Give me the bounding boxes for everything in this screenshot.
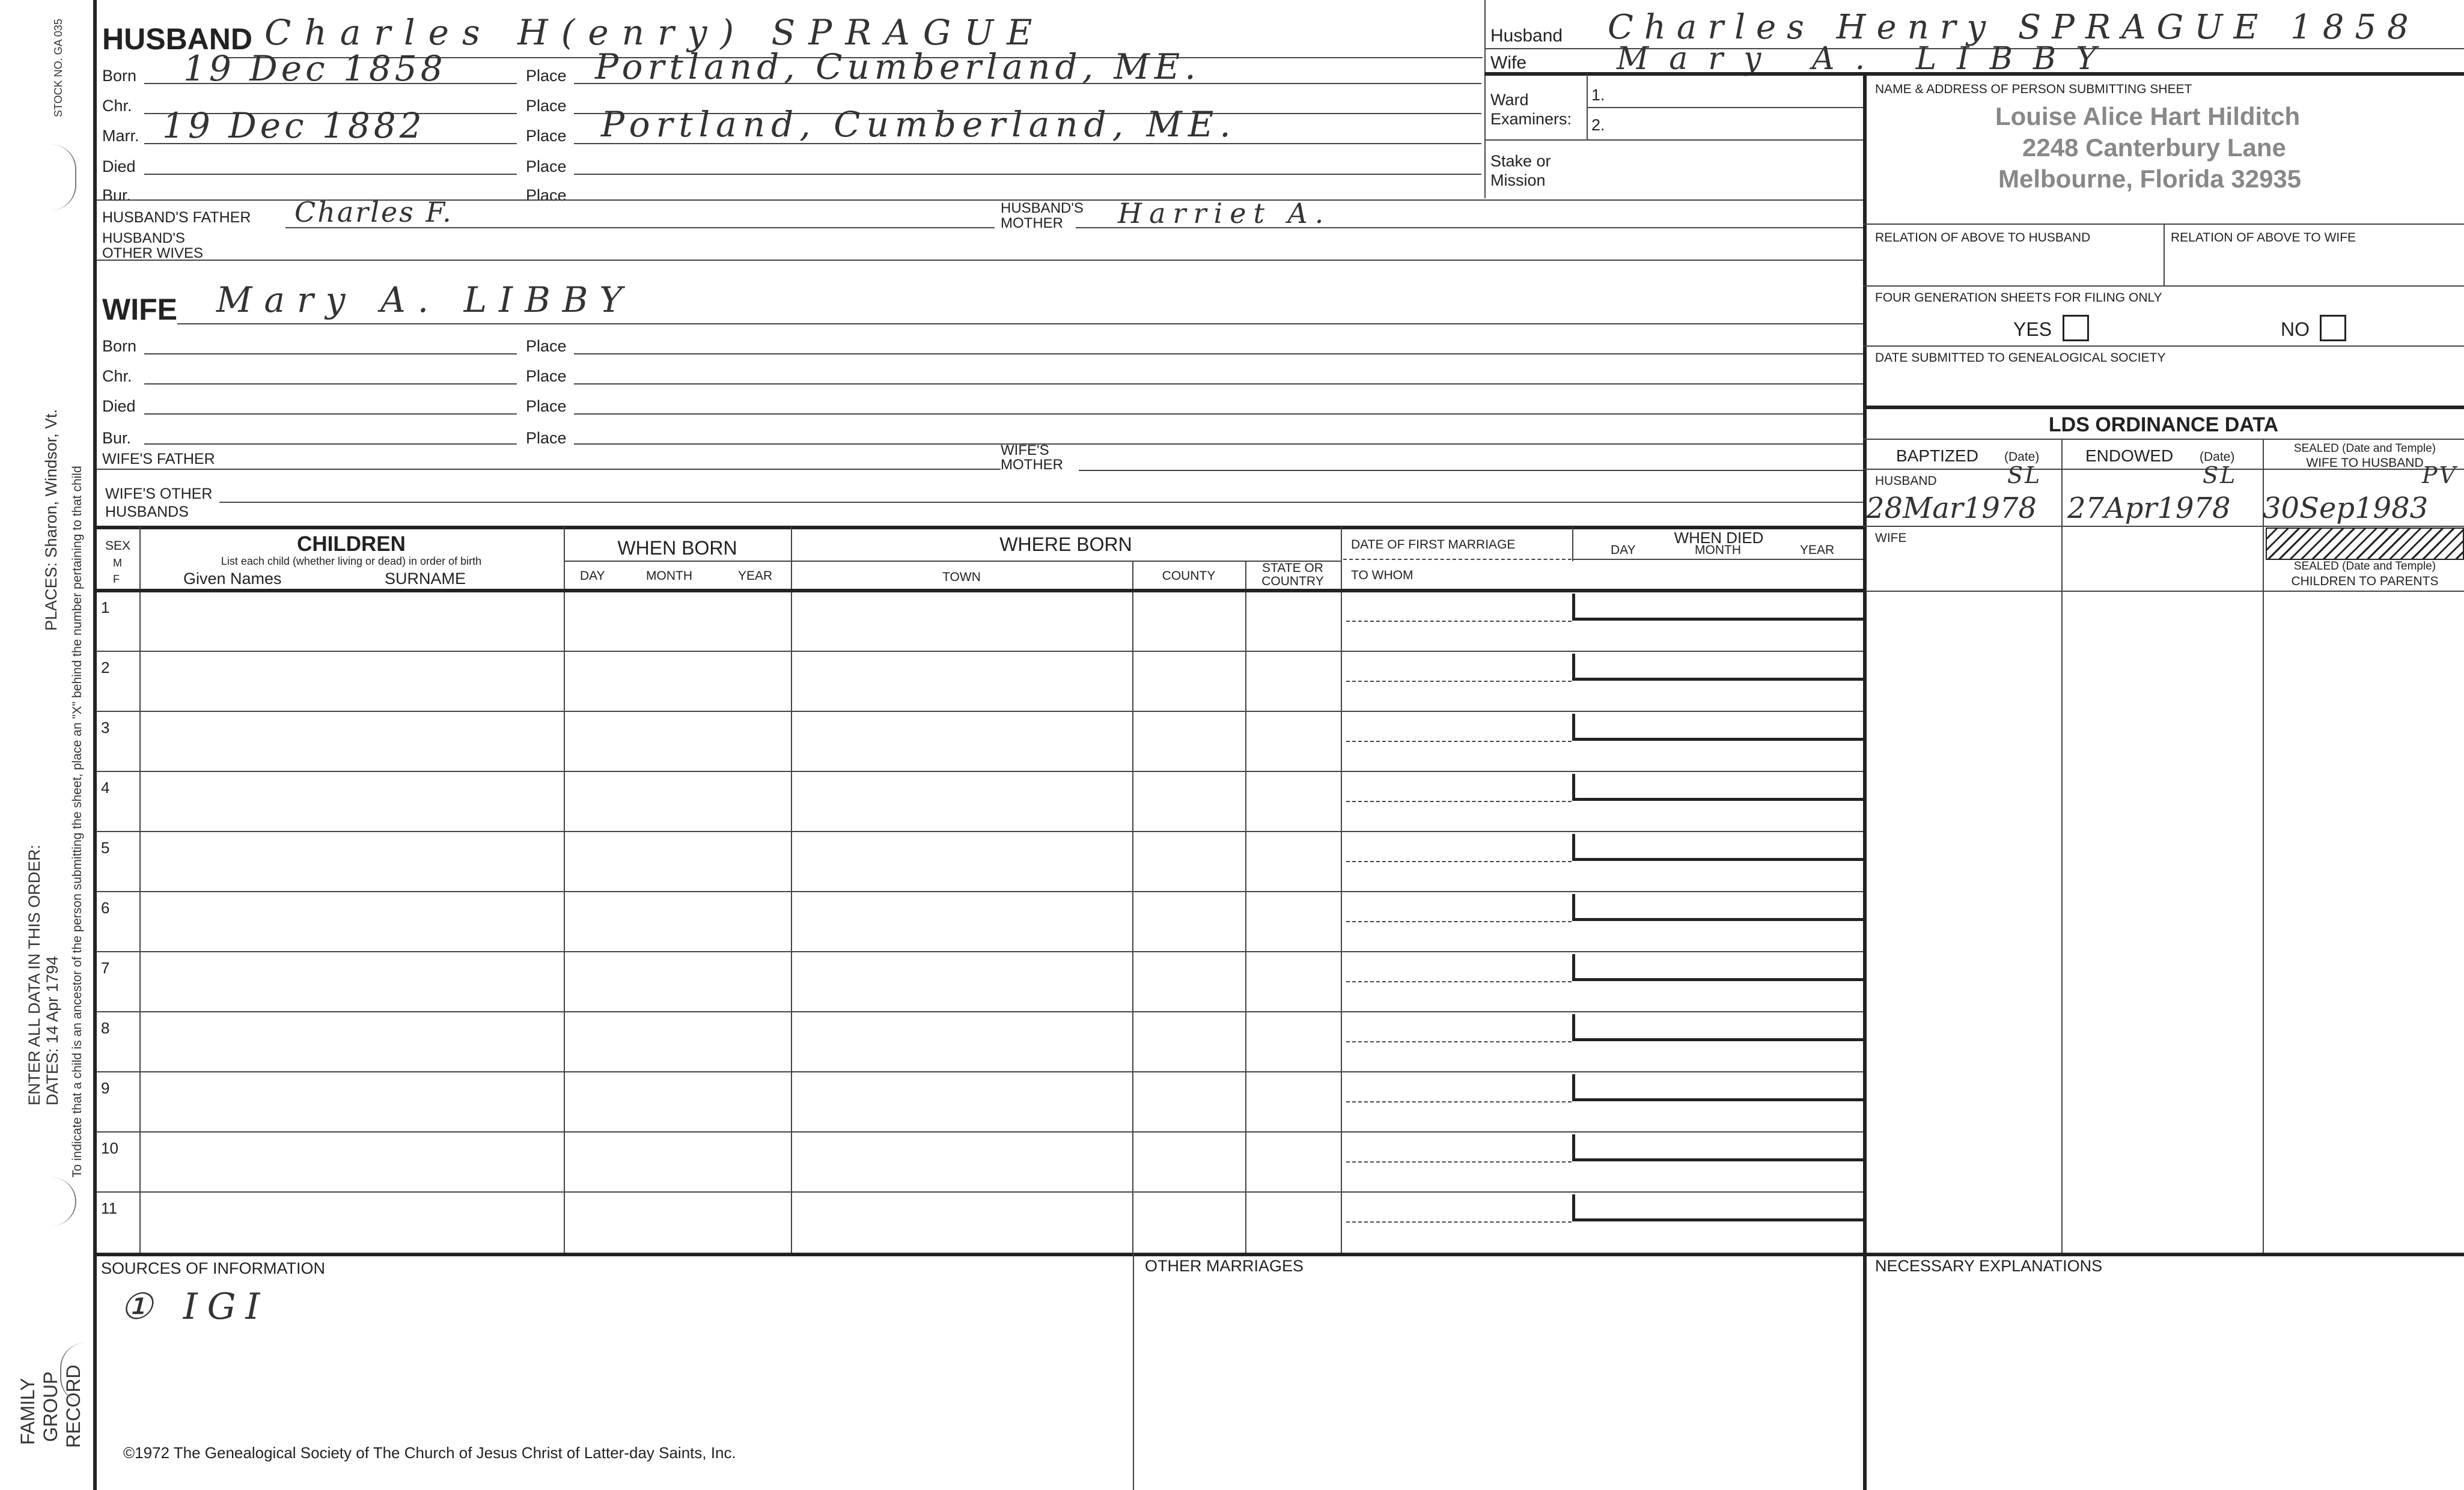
child-row-number: 5 xyxy=(101,839,110,857)
child-row-separator xyxy=(96,951,1863,952)
child-when-died-field[interactable] xyxy=(1572,714,1866,741)
child-row-separator xyxy=(96,651,1863,652)
husband-died-label: Died xyxy=(102,157,136,175)
child-to-whom-dash xyxy=(1346,1041,1572,1042)
husband-born-label: Born xyxy=(102,67,137,85)
children-header-bottom xyxy=(93,589,1866,592)
child-row-number: 6 xyxy=(101,899,110,917)
child-row-number: 1 xyxy=(101,598,110,616)
lds-endowed-date-label: (Date) xyxy=(2200,450,2235,464)
yes-label: YES xyxy=(2013,318,2052,340)
form-title-group: GROUP xyxy=(40,1371,61,1442)
wife-bur-place-label: Place xyxy=(526,429,567,447)
husband-bur-label: Bur. xyxy=(102,186,132,204)
when-born-month-label: MONTH xyxy=(646,569,692,583)
stock-number: STOCK NO. GA 035 xyxy=(52,19,64,117)
husband-father-label: HUSBAND'S FATHER xyxy=(102,209,251,226)
child-row-number: 8 xyxy=(101,1019,110,1037)
lds-endowed-date: 27Apr1978 xyxy=(2067,491,2231,525)
wife-heading: WIFE xyxy=(102,293,177,326)
when-died-year-label: YEAR xyxy=(1800,543,1835,557)
child-row-separator xyxy=(96,1071,1863,1072)
husband-marr-label: Marr. xyxy=(102,127,139,145)
child-row-number: 11 xyxy=(101,1199,117,1217)
left-border xyxy=(93,0,97,1490)
lds-wife-sealed-hatch xyxy=(2266,528,2464,560)
child-when-died-field[interactable] xyxy=(1572,654,1866,681)
when-died-month-label: MONTH xyxy=(1695,543,1741,557)
lds-baptized-temple: SL xyxy=(2007,462,2042,488)
child-when-died-field[interactable] xyxy=(1572,954,1866,981)
child-row-number: 3 xyxy=(101,719,110,737)
form-title-record: RECORD xyxy=(63,1364,84,1448)
examiner-2: 2. xyxy=(1591,116,1605,134)
first-marriage-label: DATE OF FIRST MARRIAGE xyxy=(1351,538,1516,552)
child-to-whom-dash xyxy=(1346,681,1572,682)
child-row-separator xyxy=(96,711,1863,712)
husband-mother-label-2: MOTHER xyxy=(1001,215,1063,231)
child-row-separator xyxy=(96,1191,1863,1193)
child-when-died-field[interactable] xyxy=(1572,1014,1866,1041)
husband-born-date: 19 Dec 1858 xyxy=(183,48,447,89)
no-checkbox[interactable] xyxy=(2320,315,2346,341)
header-wife-name: Mary A. LIBBY xyxy=(1617,41,2117,77)
where-born-town-label: TOWN xyxy=(942,570,981,584)
dates-note: DATES: 14 Apr 1794 xyxy=(43,956,61,1105)
where-born-label: WHERE BORN xyxy=(999,534,1132,555)
header-wife-label: Wife xyxy=(1490,53,1526,73)
to-whom-label: TO WHOM xyxy=(1351,568,1413,582)
child-row-separator xyxy=(96,831,1863,832)
mission-label: Mission xyxy=(1490,171,1546,189)
husband-bur-place-label: Place xyxy=(526,186,567,204)
child-row-separator xyxy=(96,1131,1863,1133)
yes-checkbox[interactable] xyxy=(2063,315,2089,341)
no-label: NO xyxy=(2281,318,2310,340)
date-submitted-label: DATE SUBMITTED TO GENEALOGICAL SOCIETY xyxy=(1875,351,2166,365)
other-marriages-label: OTHER MARRIAGES xyxy=(1145,1257,1304,1275)
child-row-separator xyxy=(96,891,1863,892)
child-to-whom-dash xyxy=(1346,1221,1572,1223)
submitter-name: Louise Alice Hart Hilditch xyxy=(1995,102,2301,130)
copyright-notice: ©1972 The Genealogical Society of The Church of Jesus Christ of Latter-day Saints, Inc. xyxy=(123,1444,736,1462)
child-to-whom-dash xyxy=(1346,801,1572,802)
husband-born-place: Portland, Cumberland, ME. xyxy=(595,46,1201,87)
lds-husband-label: HUSBAND xyxy=(1875,474,1937,488)
child-to-whom-dash xyxy=(1346,921,1572,922)
wife-other-husbands-label-1: WIFE'S OTHER xyxy=(105,485,213,502)
husband-marr-date: 19 Dec 1882 xyxy=(162,105,425,146)
wife-mother-label-1: WIFE'S xyxy=(1001,442,1049,458)
child-row-number: 7 xyxy=(101,959,110,977)
wife-name: Mary A. LIBBY xyxy=(216,279,635,320)
child-to-whom-dash xyxy=(1346,1161,1572,1163)
child-when-died-field[interactable] xyxy=(1572,774,1866,801)
husband-block-divider xyxy=(1484,0,1486,198)
punch-hole-arc xyxy=(51,1178,76,1226)
submitter-city: Melbourne, Florida 32935 xyxy=(1998,165,2302,193)
husband-mother-label-1: HUSBAND'S xyxy=(1001,200,1084,216)
sources-label: SOURCES OF INFORMATION xyxy=(101,1259,326,1277)
header-husband-name: Charles Henry SPRAGUE 1858 xyxy=(1608,8,2420,47)
when-born-label: WHEN BORN xyxy=(617,537,737,559)
children-surname-label: SURNAME xyxy=(385,570,466,588)
relation-husband-label: RELATION OF ABOVE TO HUSBAND xyxy=(1875,231,2091,245)
relation-wife-label: RELATION OF ABOVE TO WIFE xyxy=(2171,231,2356,245)
lds-endowed-label: ENDOWED xyxy=(2085,446,2174,465)
places-note: PLACES: Sharon, Windsor, Vt. xyxy=(42,409,60,631)
child-when-died-field[interactable] xyxy=(1572,834,1866,861)
husband-name: Charles H(enry) SPRAGUE xyxy=(264,12,1046,53)
children-instruction: List each child (whether living or dead) in order of birth xyxy=(221,555,482,567)
wife-chr-label: Chr. xyxy=(102,367,132,385)
wife-born-label: Born xyxy=(102,337,137,355)
lds-baptized-date-label: (Date) xyxy=(2004,450,2040,464)
lds-baptized-date: 28Mar1978 xyxy=(1866,491,2037,525)
child-row-separator xyxy=(96,771,1863,772)
children-title: CHILDREN xyxy=(297,532,406,556)
sources-value: ① IGI xyxy=(120,1286,270,1328)
husband-heading: HUSBAND xyxy=(102,22,252,56)
wife-bur-label: Bur. xyxy=(102,429,132,447)
ward-label: Ward xyxy=(1490,91,1529,109)
when-died-label: WHEN DIED xyxy=(1674,529,1764,547)
wife-born-place-label: Place xyxy=(526,337,567,355)
where-born-state-label: STATE OR xyxy=(1262,561,1323,575)
when-born-year-label: YEAR xyxy=(738,569,773,583)
child-when-died-field[interactable] xyxy=(1572,1074,1866,1101)
lds-sealed-wife-husband-label: WIFE TO HUSBAND xyxy=(2306,456,2424,470)
header-husband-label: Husband xyxy=(1490,26,1563,46)
child-when-died-field[interactable] xyxy=(1572,1194,1866,1221)
punch-hole-arc xyxy=(51,144,76,210)
child-row-number: 4 xyxy=(101,779,110,797)
child-to-whom-dash xyxy=(1346,741,1572,742)
enter-data-note: ENTER ALL DATA IN THIS ORDER: xyxy=(25,844,43,1105)
lds-children-sealed-label: SEALED (Date and Temple) xyxy=(2293,560,2436,573)
child-to-whom-dash xyxy=(1346,861,1572,862)
child-row-number: 2 xyxy=(101,658,110,677)
husband-marr-place-label: Place xyxy=(526,127,567,145)
stake-label: Stake or xyxy=(1490,152,1551,170)
lds-children-to-parents-label: CHILDREN TO PARENTS xyxy=(2291,574,2439,588)
lds-sealed-label: SEALED (Date and Temple) xyxy=(2293,442,2436,455)
child-when-died-field[interactable] xyxy=(1572,894,1866,921)
ancestor-instruction: To indicate that a child is an ancestor of the person submitting the sheet, place an "X" behind the number pertaining to that child xyxy=(70,466,84,1178)
husband-died-place-label: Place xyxy=(526,157,567,175)
wife-died-place-label: Place xyxy=(526,397,567,415)
form-title-family: FAMILY xyxy=(17,1378,38,1445)
husband-other-wives-label-1: HUSBAND'S xyxy=(102,230,185,246)
children-sex-m: M xyxy=(113,557,122,569)
where-born-country-label: COUNTRY xyxy=(1261,574,1324,588)
where-born-county-label: COUNTY xyxy=(1162,569,1216,583)
lds-sealed-date: 30Sep1983 xyxy=(2263,491,2429,525)
child-when-died-field[interactable] xyxy=(1572,1134,1866,1161)
lds-wife-label: WIFE xyxy=(1875,531,1907,545)
child-when-died-field[interactable] xyxy=(1572,594,1866,621)
when-born-day-label: DAY xyxy=(580,569,605,583)
submitter-label: NAME & ADDRESS OF PERSON SUBMITTING SHEET xyxy=(1875,82,2192,96)
child-row-separator xyxy=(96,1011,1863,1012)
children-given-names-label: Given Names xyxy=(183,570,282,588)
child-to-whom-dash xyxy=(1346,621,1572,622)
child-row-number: 9 xyxy=(101,1079,110,1097)
necessary-explanations-label: NECESSARY EXPLANATIONS xyxy=(1875,1257,2103,1275)
wife-died-label: Died xyxy=(102,397,136,415)
lds-endowed-temple: SL xyxy=(2203,462,2237,488)
child-row-number: 10 xyxy=(101,1139,118,1157)
lds-sealed-temple: PV xyxy=(2422,462,2458,488)
children-sex-label: SEX xyxy=(105,539,131,553)
husband-marr-place: Portland, Cumberland, ME. xyxy=(601,104,1237,145)
husband-chr-place-label: Place xyxy=(526,97,567,115)
children-sex-f: F xyxy=(113,573,120,585)
husband-chr-label: Chr. xyxy=(102,97,132,115)
examiners-label: Examiners: xyxy=(1490,110,1572,128)
husband-other-wives-label-2: OTHER WIVES xyxy=(102,245,204,261)
wife-chr-place-label: Place xyxy=(526,367,567,385)
submitter-street: 2248 Canterbury Lane xyxy=(2022,133,2286,162)
examiner-1: 1. xyxy=(1591,86,1605,104)
child-to-whom-dash xyxy=(1346,981,1572,982)
wife-father-label: WIFE'S FATHER xyxy=(102,451,215,467)
husband-father: Charles F. xyxy=(294,196,453,228)
wife-other-husbands-label-2: HUSBANDS xyxy=(105,503,189,520)
husband-mother: Harriet A. xyxy=(1118,197,1331,230)
when-died-day-label: DAY xyxy=(1611,543,1636,557)
husband-born-place-label: Place xyxy=(526,67,567,85)
child-to-whom-dash xyxy=(1346,1101,1572,1102)
lds-baptized-label: BAPTIZED xyxy=(1896,446,1978,465)
lds-title: LDS ORDINANCE DATA xyxy=(2048,413,2279,436)
wife-mother-label-2: MOTHER xyxy=(1001,457,1063,473)
four-generation-label: FOUR GENERATION SHEETS FOR FILING ONLY xyxy=(1875,291,2162,305)
